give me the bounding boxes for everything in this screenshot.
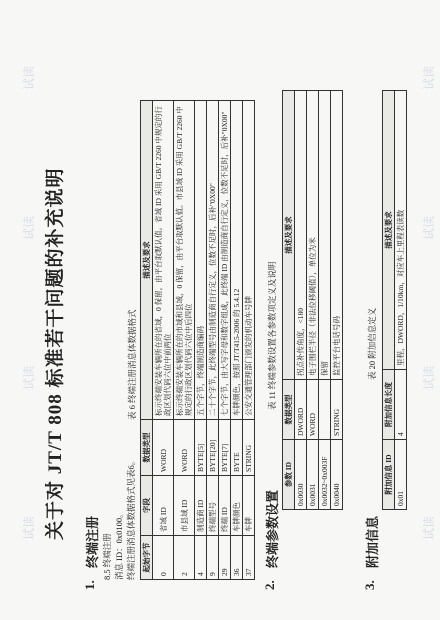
section-3-heading: 附加信息 (365, 515, 380, 568)
table-header-row (141, 101, 153, 580)
section-1-line-2: 消息 ID：0x0100。 (114, 509, 124, 580)
table-cell: 监控平台电话号码 (331, 91, 343, 380)
table-cell: 4 (395, 370, 407, 440)
table-header-row (283, 91, 295, 510)
table-cell: BYTE (231, 420, 243, 476)
table-cell: 0x0040 (331, 440, 343, 510)
table-cell: 七个字节，由大写字母和数字组成，此终端 ID 由制造商自行定义，位数不足时，后补"0X00" (219, 101, 231, 420)
table-row (331, 91, 343, 510)
table-cell: 里程，DWORD，1/10km，对应车上里程表读数 (395, 91, 407, 370)
section-1-number: 1. (82, 580, 97, 590)
watermark: 试读 (22, 215, 36, 240)
header-cell: 起始字节 (141, 536, 153, 580)
table-cell: 29 (219, 536, 231, 580)
table-cell: 标示终端安装车辆所在的市域和县域，0 保留，由平台取默认值。市县域 ID 采用 GB/T 2260 中规定的行政区划代码六位中后四位 (174, 101, 195, 420)
watermark: 试读 (22, 365, 36, 390)
table-cell: 终端 ID (219, 476, 231, 536)
table-row (153, 101, 174, 580)
table-cell: 制造商 ID (195, 476, 207, 536)
section-1-line-3: 终端注册消息体数据格式见表6。 (126, 456, 136, 580)
header-cell: 附加信息 ID (383, 440, 395, 510)
table-row (174, 101, 195, 580)
watermark: 试读 (422, 215, 436, 240)
table-cell: 二十个字节，此终端型号由制造商自行定义，位数不足时，后补"0X00" (207, 101, 219, 420)
table-cell: 市县域 ID (174, 476, 195, 536)
table-cell: 2 (174, 536, 195, 580)
table-row (231, 101, 243, 580)
table-cell: 36 (231, 536, 243, 580)
table-cell: 0 (153, 536, 174, 580)
table-cell: 标示终端安装车辆所在的省域，0 保留，由平台取默认值。省域 ID 采用 GB/T 2260 中规定的行政区划代码六位中前两位 (153, 101, 174, 420)
table-row (195, 101, 207, 580)
section-1-heading: 终端注册 (85, 515, 100, 568)
table-20-caption: 表 20 附加信息定义 (367, 307, 377, 380)
table-11-caption: 表 11 终端参数设置各参数项定义及说明 (267, 261, 277, 410)
table-cell: WORD (153, 420, 174, 476)
table-cell: WORD (174, 420, 195, 476)
table-row (207, 101, 219, 580)
table-cell: 电子围栏半径（非法位移阈值），单位为米 (307, 91, 319, 380)
table-cell: DWORD (295, 380, 307, 440)
table-cell: BYTE[7] (219, 420, 231, 476)
table-row (307, 91, 319, 510)
table-11 (282, 90, 343, 510)
table-cell: 五个字节，终端制造商编码 (195, 101, 207, 420)
table-cell: BYTE[5] (195, 420, 207, 476)
header-cell: 描述及要求 (141, 101, 153, 420)
header-cell: 数据类型 (141, 420, 153, 476)
section-1-line-1: 8.5 终端注册 (102, 533, 112, 580)
table-cell: STRING (243, 420, 255, 476)
table-cell: 拐点补传角度，<180 (295, 91, 307, 380)
table-20 (382, 90, 407, 510)
section-2-number: 2. (262, 580, 277, 590)
table-cell: 终端型号 (207, 476, 219, 536)
header-cell: 字段 (141, 476, 153, 536)
table-6 (140, 100, 255, 580)
table-cell: 0x0031 (307, 440, 319, 510)
watermark: 试读 (422, 365, 436, 390)
header-cell: 附加信息长度 (383, 370, 395, 440)
section-2-heading: 终端参数设置 (265, 489, 280, 568)
table-cell: 车牌颜色 (231, 476, 243, 536)
table-cell: 车牌 (243, 476, 255, 536)
table-cell: 0x01 (395, 440, 407, 510)
table-row (243, 101, 255, 580)
table-row (395, 91, 407, 510)
table-cell: 0x0030 (295, 440, 307, 510)
header-cell: 描述及要求 (383, 91, 395, 370)
table-cell: 省域 ID (153, 476, 174, 536)
table-cell: 保留 (319, 91, 331, 380)
table-6-caption: 表 6 终端注册消息体数据格式 (127, 309, 137, 420)
header-cell: 参数 ID (283, 440, 295, 510)
document-title: 关于对 JT/T 808 标准若干问题的补充说明 (45, 167, 66, 540)
header-cell: 数据类型 (283, 380, 295, 440)
table-cell (319, 380, 331, 440)
table-cell: BYTE[20] (207, 420, 219, 476)
table-cell: 9 (207, 536, 219, 580)
table-cell: 车牌颜色，按照 JT/T415-2006 的 5.4.12 (231, 101, 243, 420)
table-row (219, 101, 231, 580)
table-row (295, 91, 307, 510)
table-cell: 4 (195, 536, 207, 580)
watermark: 试读 (22, 515, 36, 540)
table-cell: 公安交通管理部门颁发的机动车号牌 (243, 101, 255, 420)
table-row (319, 91, 331, 510)
table-header-row (383, 91, 395, 510)
watermark: 试读 (22, 65, 36, 90)
table-cell: STRING (331, 380, 343, 440)
table-cell: 0x0032~0x003F (319, 440, 331, 510)
table-cell: 37 (243, 536, 255, 580)
table-cell: WORD (307, 380, 319, 440)
section-3-number: 3. (362, 580, 377, 590)
header-cell: 描述及要求 (283, 91, 295, 380)
watermark: 试读 (422, 65, 436, 90)
watermark: 试读 (422, 515, 436, 540)
